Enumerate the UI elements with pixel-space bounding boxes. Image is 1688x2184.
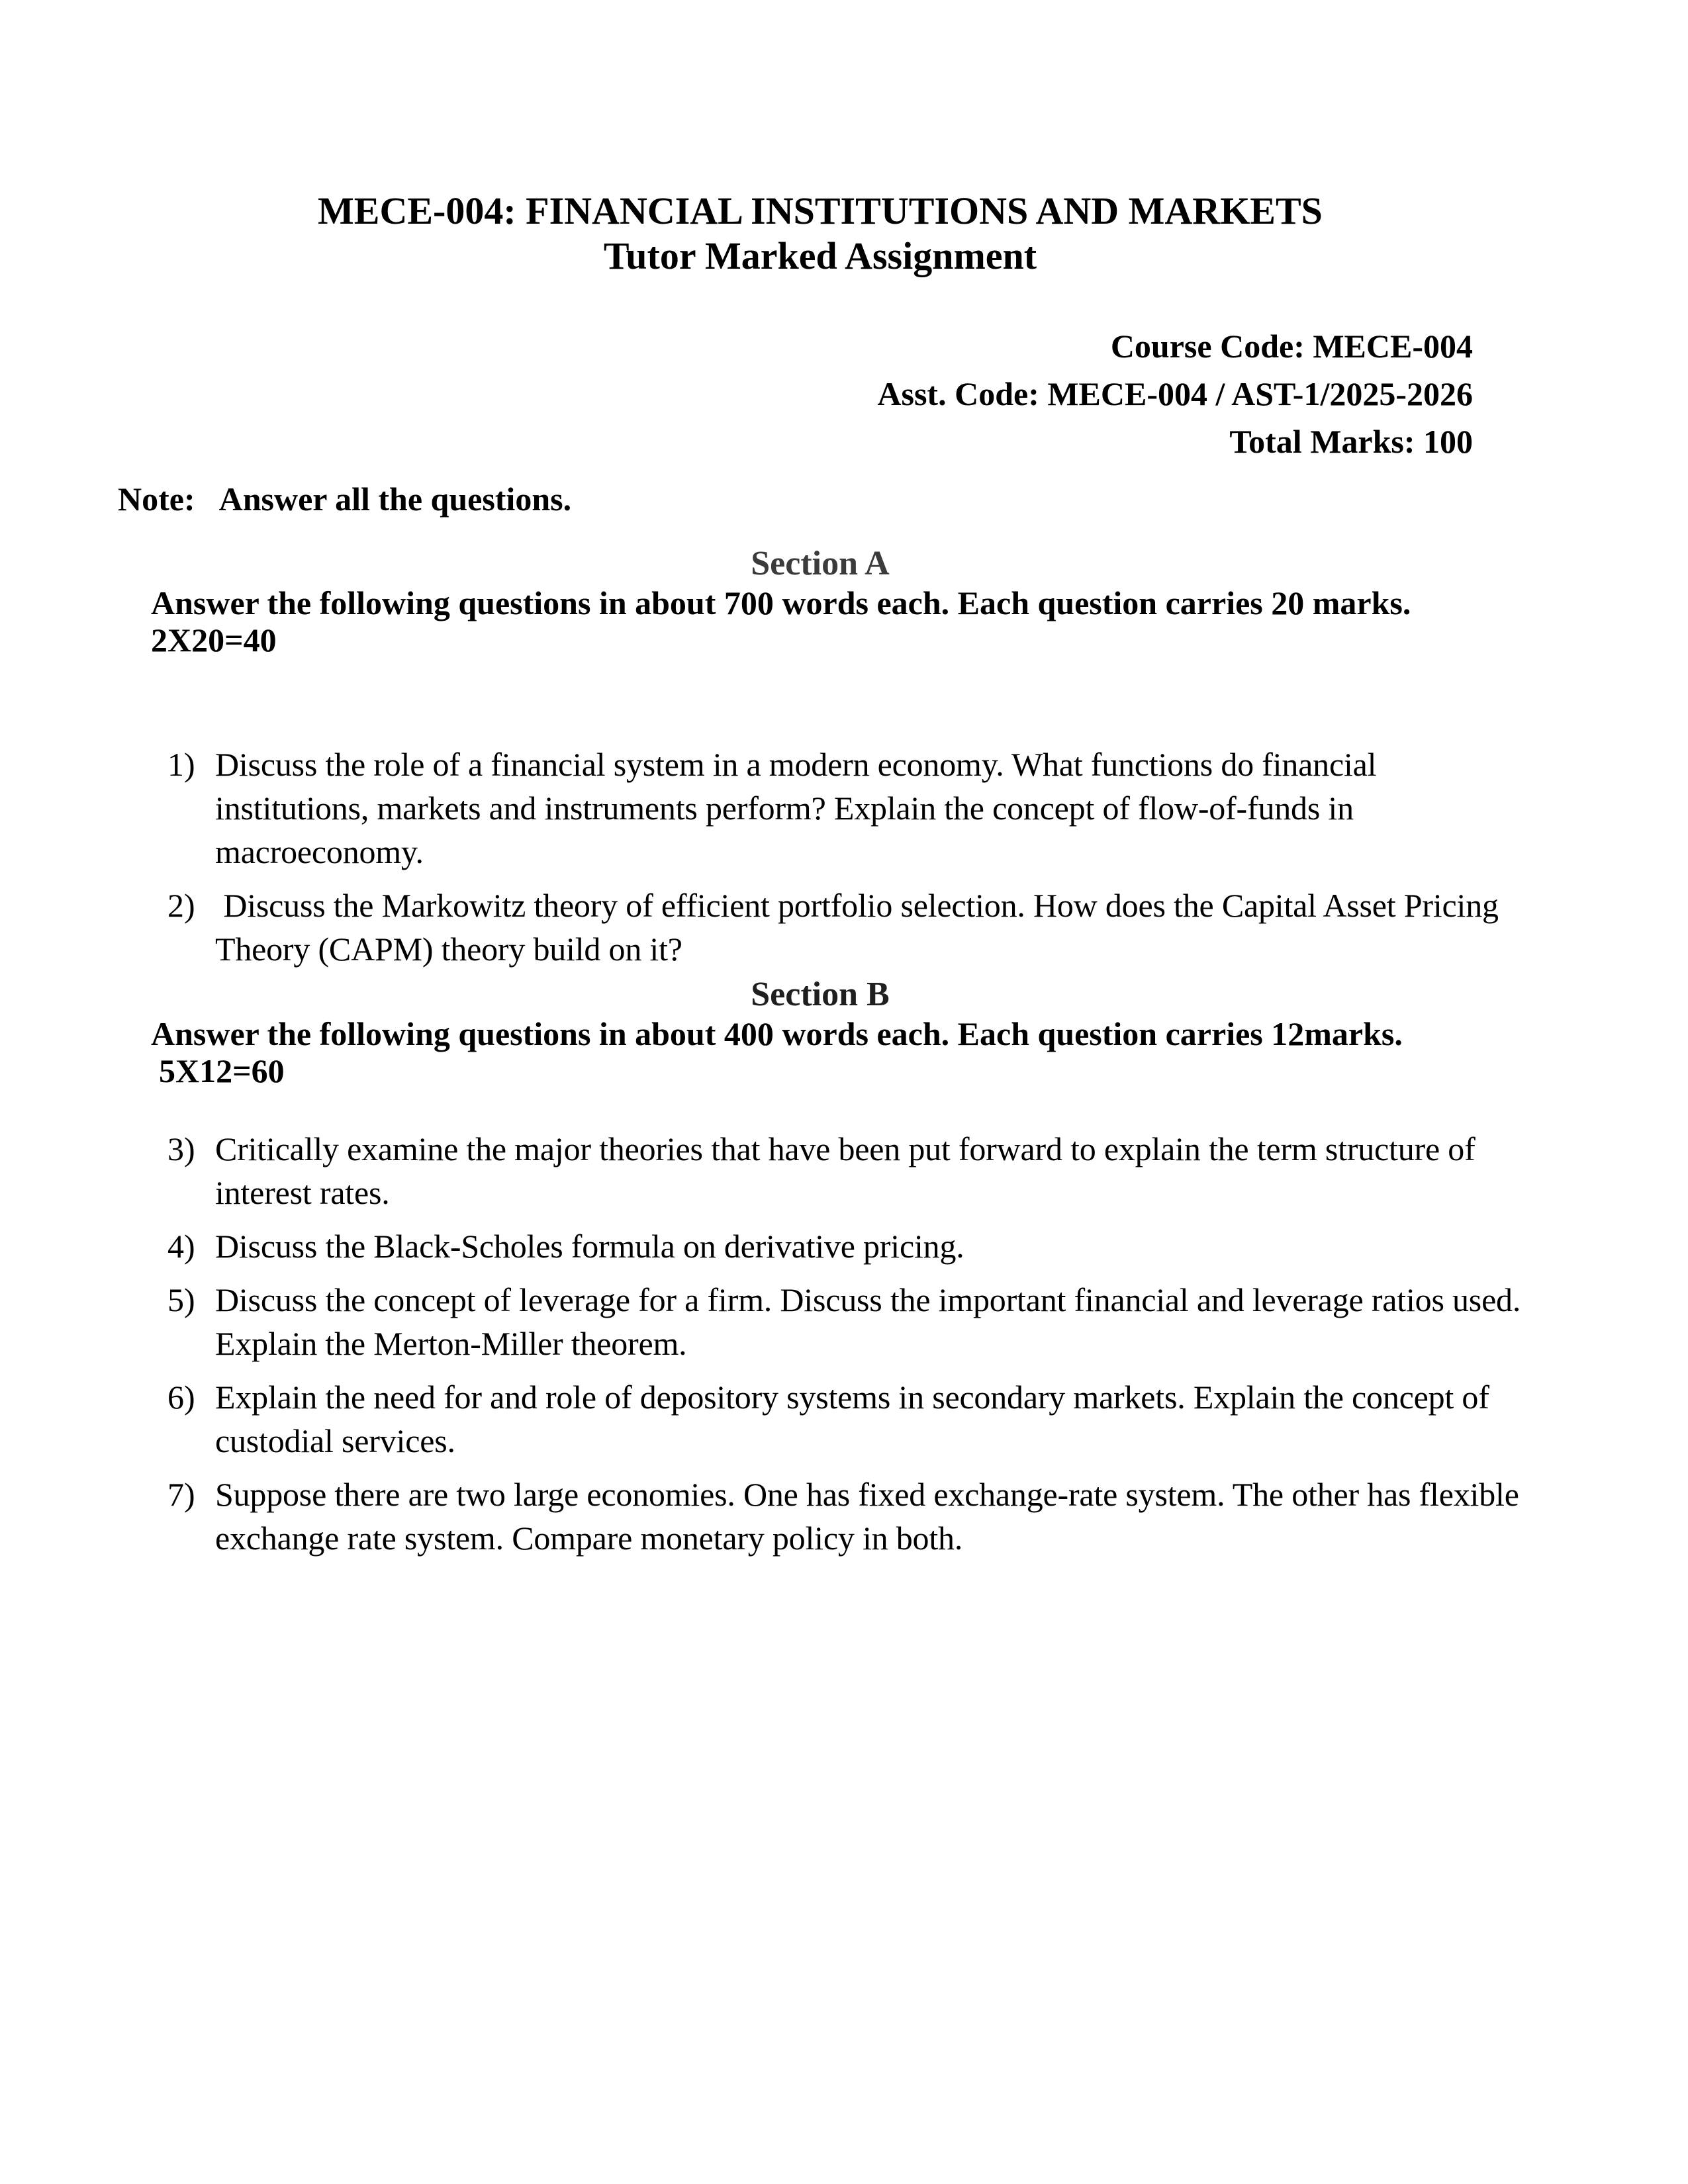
section-a-instruction xyxy=(118,584,1523,659)
assignment-subtitle: Tutor Marked Assignment xyxy=(603,234,1037,277)
question-number: 5) xyxy=(167,1281,195,1318)
section-a-question-list xyxy=(118,743,1523,971)
course-title: MECE-004: FINANCIAL INSTITUTIONS AND MARKETS xyxy=(318,189,1323,232)
question-number: 4) xyxy=(167,1228,195,1265)
note-label: Note: xyxy=(118,480,195,518)
header-code-block xyxy=(118,322,1523,465)
note-line xyxy=(118,478,1523,520)
question-text: Critically examine the major theories that have been put forward to explain the term structure of interest rates. xyxy=(215,1130,1483,1211)
section-a-marks-line: 2X20=40 xyxy=(151,621,277,659)
question-text: Suppose there are two large economies. One has fixed exchange-rate system. The other has flexible exchange rate system. Compare monetary policy in both. xyxy=(215,1476,1528,1557)
question-number: 2) xyxy=(167,887,195,924)
note-text: Answer all the questions. xyxy=(218,480,572,518)
question-item-1 xyxy=(118,743,1523,874)
asst-code-line: Asst. Code: MECE-004 / AST-1/2025-2026 xyxy=(877,375,1473,412)
question-text: Discuss the Black-Scholes formula on derivative pricing. xyxy=(215,1228,964,1265)
section-a-heading: Section A xyxy=(751,545,890,582)
question-number: 6) xyxy=(167,1379,195,1416)
section-b-heading: Section B xyxy=(751,976,890,1013)
section-b-instruction xyxy=(118,1015,1523,1089)
question-item-2 xyxy=(118,884,1523,971)
section-b-question-list xyxy=(118,1127,1529,1560)
question-item-4 xyxy=(118,1224,1523,1268)
question-text: Discuss the role of a financial system in a modern economy. What functions do financial institutions, markets and instruments perform? Explain the concept of flow-of-funds in macroeconomy. xyxy=(215,746,1385,870)
question-item-6 xyxy=(118,1375,1523,1463)
question-item-5 xyxy=(118,1278,1529,1365)
question-number: 1) xyxy=(167,746,195,783)
section-b-instruction-text: Answer the following questions in about 400 words each. Each question carries 12marks. xyxy=(151,1015,1403,1052)
course-code-line: Course Code: MECE-004 xyxy=(1110,328,1473,365)
total-marks-line: Total Marks: 100 xyxy=(1229,423,1473,460)
question-text: Discuss the Markowitz theory of efficient portfolio selection. How does the Capital Asset Pricing Theory (CAPM) theory build on it? xyxy=(215,887,1507,968)
question-text: Discuss the concept of leverage for a firm. Discuss the important financial and leverage ratios used. Explain the Merton-Miller theorem. xyxy=(215,1281,1529,1362)
question-text: Explain the need for and role of depository systems in secondary markets. Explain the concept of custodial services. xyxy=(215,1379,1497,1459)
question-number: 7) xyxy=(167,1476,195,1513)
question-item-3 xyxy=(118,1127,1523,1214)
section-a-instruction-text: Answer the following questions in about 700 words each. Each question carries 20 marks. xyxy=(151,584,1411,621)
question-item-7 xyxy=(118,1473,1528,1560)
section-b-marks-line: 5X12=60 xyxy=(159,1052,285,1089)
question-number: 3) xyxy=(167,1130,195,1167)
